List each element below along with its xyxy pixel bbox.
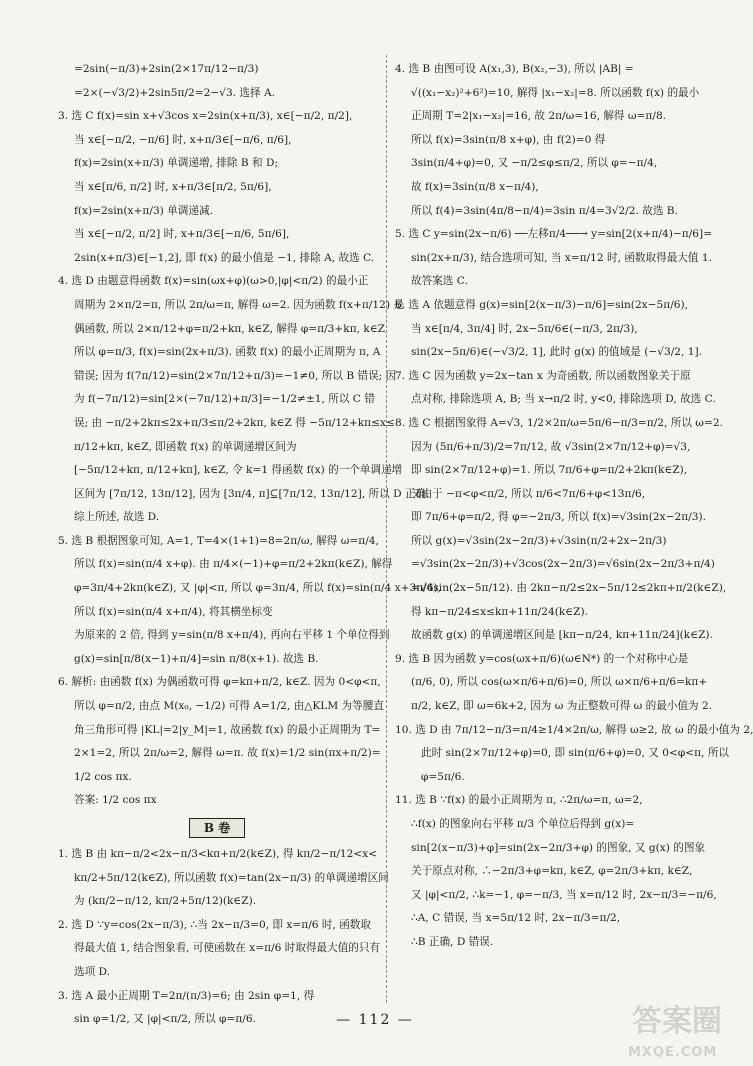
answer-line: =2sin(−π/3)+2sin(2×17π/12−π/3) [74,63,259,75]
answer-line: 周期为 2×π/2=π, 所以 2π/ω=π, 解得 ω=2. 因为函数 f(x+π/12) 是 [74,298,404,311]
answer-item-start: 8. 选 C 根据图象得 A=√3, 1/2×2π/ω=5π/6−π/3=π/2, 所以 ω=2. [395,416,723,429]
answer-line: 又由于 −π<φ<π/2, 所以 π/6<7π/6+φ<13π/6, [411,487,646,500]
answer-line: φ=3π/4+2kπ(k∈Z), 又 |φ|<π, 所以 φ=3π/4, 所以 f(x)=sin(π/4 x+3π/4), [74,582,441,595]
answer-line: 故 f(x)=3sin(π/8 x−π/4), [411,180,539,193]
watermark-top-text: 答案圈 [632,1004,722,1039]
answer-line: =2×(−√3/2)+2sin5π/2=2−√3. 选择 A. [74,86,276,99]
answer-item-start: 6. 选 A 依题意得 g(x)=sin[2(x−π/3)−π/6]=sin(2x−5π/6), [395,298,689,311]
answer-line: ∴B 正确, D 错误. [411,935,494,948]
answer-line: 选项 D. [74,965,111,978]
answer-item-start: 4. 选 B 由图可设 A(x₁,3), B(x₂,−3), 所以 |AB| = [395,63,634,75]
answer-line: 得 kπ−π/24≤x≤kπ+11π/24(k∈Z). [411,605,588,618]
answer-item-start: 5. 选 C y=sin(2x−π/6) ──左移π/4──→ y=sin[2(x+π/4)−π/6]= [395,228,713,241]
answer-line: 所以 f(x)=sin(π/4 x+φ). 由 π/4×(−1)+φ=π/2+2kπ(k∈Z), 解得 [74,558,393,571]
answer-line: π/12+kπ, k∈Z, 即函数 f(x) 的单调递增区间为 [74,440,297,453]
answer-line: (π/6, 0), 所以 cos(ω×π/6+π/6)=0, 所以 ω×π/6+π/6=kπ+ [411,676,708,689]
answer-item-start: 10. 选 D 由 7π/12−π/3=π/4≥1/4×2π/ω, 解得 ω≥2, 故 ω 的最小值为 2, [395,723,753,736]
answer-line: 2×1=2, 所以 2π/ω=2, 解得 ω=π. 故 f(x)=1/2 sin(πx+π/2)= [74,747,381,760]
answer-line: 故答案选 C. [411,275,468,288]
answer-line: 又 |φ|<π/2, ∴k=−1, φ=−π/3, 当 x=π/12 时, 2x−π/3=−π/6, [411,888,717,901]
answer-line: 当 x∈[π/6, π/2] 时, x+π/3∈[π/2, 5π/6], [74,180,272,193]
page-number: — 112 — [336,1012,414,1028]
answer-line: g(x)=sin[π/8(x−1)+π/4]=sin π/8(x+1). 故选 B. [74,652,319,665]
answer-line: =√3sin(2x−2π/3)+√3cos(2x−2π/3)=√6sin(2x−2π/3+π/4) [411,558,715,571]
answer-line: sin(2x+π/3), 结合选项可知, 当 x=π/12 时, 函数取得最大值 1. [411,251,712,264]
answer-line: 点对称, 排除选项 A, B; 当 x→π/2 时, y<0, 排除选项 D, 故选 C. [411,393,716,406]
answer-item-start: 7. 选 C 因为函数 y=2x−tan x 为奇函数, 所以函数图象关于原 [395,369,691,382]
answer-line: 所以 φ=π/3, f(x)=sin(2x+π/3). 函数 f(x) 的最小正周期为 π, A [74,346,381,359]
answer-line: 故函数 g(x) 的单调递增区间是 [kπ−π/24, kπ+11π/24](k∈Z). [411,629,713,642]
answer-line: 偶函数, 所以 2×π/12+φ=π/2+kπ, k∈Z, 解得 φ=π/3+kπ, k∈Z, [74,322,389,335]
answer-item-start: 5. 选 B 根据图象可知, A=1, T=4×(1+1)=8=2π/ω, 解得 ω=π/4, [58,534,379,547]
answer-line: 所以 f(x)=sin(π/4 x+π/4), 将其横坐标变 [74,605,273,618]
answer-line: 此时 sin(2×7π/12+φ)=0, 即 sin(π/6+φ)=0, 又 0<φ<π, 所以 [421,747,730,760]
answer-line: sin(2x−5π/6)∈(−√3/2, 1], 此时 g(x) 的值域是 (−√3/2, 1]. [411,346,702,359]
answer-line: 为原来的 2 倍, 得到 y=sin(π/8 x+π/4), 再向右平移 1 个单位得到 [74,629,390,642]
answer-item-start: 6. 解析: 由函数 f(x) 为偶函数可得 φ=kπ+π/2, k∈Z. 因为 0<φ<π, [58,676,381,689]
answer-item-start: 3. 选 A 最小正周期 T=2π/(π/3)=6; 由 2sin φ=1, 得 [58,989,315,1002]
answer-line: ∴A, C 错误, 当 x=5π/12 时, 2x−π/3=π/2, [411,912,621,925]
answer-line: f(x)=2sin(x+π/3) 单调递增, 排除 B 和 D; [74,157,279,170]
answer-line: f(x)=2sin(x+π/3) 单调递减. [74,204,213,217]
answer-line: 2sin(x+π/3)∈[−1,2], 即 f(x) 的最小值是 −1, 排除 A, 故选 C. [74,251,375,264]
answer-line: =√6sin(2x−5π/12). 由 2kπ−π/2≤2x−5π/12≤2kπ+π/2(k∈Z), [411,582,727,595]
answer-line: 为 f(−7π/12)=sin[2×(−7π/12)+π/3]=−1/2≠±1, 所以 C 错 [74,393,375,406]
answer-line: 所以 f(4)=3sin(4π/8−π/4)=3sin π/4=3√2/2. 故选 B. [411,204,678,217]
answer-line: ∴f(x) 的图象向右平移 π/3 个单位后得到 g(x)= [411,818,635,830]
answer-line: 当 x∈[−π/2, π/2] 时, x+π/3∈[−π/6, 5π/6], [74,228,290,241]
answer-item-start: 3. 选 C f(x)=sin x+√3cos x=2sin(x+π/3), x∈[−π/2, π/2], [58,110,353,123]
answer-line: 1/2 cos πx. [74,770,132,783]
answer-line: 当 x∈[π/4, 3π/4] 时, 2x−5π/6∈(−π/3, 2π/3), [411,322,638,335]
answer-line: 为 (kπ/2−π/12, kπ/2+5π/12)(k∈Z). [74,895,257,908]
right-column [395,58,753,955]
answer-line: √((x₁−x₂)²+6²)=10, 解得 |x₁−x₂|=8. 所以函数 f(x) 的最小 [411,86,700,99]
answer-line: 即 7π/6+φ=π/2, 得 φ=−2π/3, 所以 f(x)=√3sin(2x−2π/3). [411,511,706,524]
answer-line: 错误; 因为 f(7π/12)=sin(2×7π/12+π/3)=−1≠0, 所以 B 错误; 因 [74,369,397,382]
section-heading-label: B 卷 [189,818,245,838]
answer-line: 因为 (5π/6+π/3)/2=7π/12, 故 √3sin(2×7π/12+φ)=√3, [411,440,691,453]
answer-line: sin φ=1/2, 又 |φ|<π/2, 所以 φ=π/6. [74,1013,256,1026]
answer-line: 所以 f(x)=3sin(π/8 x+φ), 由 f(2)=0 得 [411,133,606,146]
site-watermark-logo [624,996,742,1060]
answer-line: 得最大值 1, 结合图象看, 可使函数在 x=π/6 时取得最大值的只有 [74,942,381,955]
answer-item-start: 1. 选 B 由 kπ−π/2<2x−π/3<kπ+π/2(k∈Z), 得 kπ/2−π/12<x< [58,848,378,860]
watermark-bottom-text: MXQE.COM [628,1045,718,1060]
answer-line: 3sin(π/4+φ)=0, 又 −π/2≤φ≤π/2, 所以 φ=−π/4, [411,157,658,170]
answer-line: φ=5π/6. [421,770,465,783]
answer-line: 角三角形可得 |KL|=2|y_M|=1, 故函数 f(x) 的最小正周期为 T= [74,723,381,736]
answer-line: 关于原点对称, ∴−2π/3+φ=kπ, k∈Z, φ=2π/3+kπ, k∈Z, [411,865,693,878]
answer-line: 答案: 1/2 cos πx [74,794,157,807]
answer-line: kπ/2+5π/12(k∈Z), 所以函数 f(x)=tan(2x−π/3) 的单调递增区间 [74,871,389,884]
answer-line: sin[2(x−π/3)+φ]=sin(2x−2π/3+φ) 的图象, 又 g(x) 的图象 [411,841,706,854]
answer-line: 所以 φ=π/2, 由点 M(x₀, −1/2) 可得 A=1/2, 由△KLM 为等腰直 [74,700,384,713]
answer-line: 区间为 [7π/12, 13π/12], 因为 [3π/4, π]⊆[7π/12, 13π/12], 所以 D 正确. [74,487,430,500]
answer-line: 正周期 T=2|x₁−x₂|=16, 故 2π/ω=16, 解得 ω=π/8. [411,110,667,123]
answer-item-start: 9. 选 B 因为函数 y=cos(ωx+π/6)(ω∈N*) 的一个对称中心是 [395,652,689,665]
answer-line: 误; 由 −π/2+2kπ≤2x+π/3≤π/2+2kπ, k∈Z 得 −5π/12+kπ≤x≤ [74,416,395,429]
answer-item-start: 4. 选 D 由题意得函数 f(x)=sin(ωx+φ)(ω>0,|φ|<π/2) 的最小正 [58,275,369,288]
answer-line: 即 sin(2×7π/12+φ)=1. 所以 7π/6+φ=π/2+2kπ(k∈Z), [411,464,688,477]
answer-line: 综上所述, 故选 D. [74,511,160,524]
answer-line: π/2, k∈Z, 即 ω=6k+2, 因为 ω 为正整数可得 ω 的最小值为 2. [411,700,713,713]
section-heading [58,813,376,843]
answer-item-start: 2. 选 D ∵y=cos(2x−π/3), ∴当 2x−π/3=0, 即 x=π/6 时, 函数取 [58,918,371,931]
answer-line: 当 x∈[−π/2, −π/6] 时, x+π/3∈[−π/6, π/6], [74,133,292,146]
answer-line: [−5π/12+kπ, π/12+kπ], k∈Z, 令 k=1 得函数 f(x) 的一个单调递增 [74,464,403,477]
answer-item-start: 11. 选 B ∵f(x) 的最小正周期为 π, ∴2π/ω=π, ω=2, [395,794,643,807]
column-divider [386,55,387,1003]
answer-line: 所以 g(x)=√3sin(2x−2π/3)+√3sin(π/2+2x−2π/3) [411,534,667,547]
